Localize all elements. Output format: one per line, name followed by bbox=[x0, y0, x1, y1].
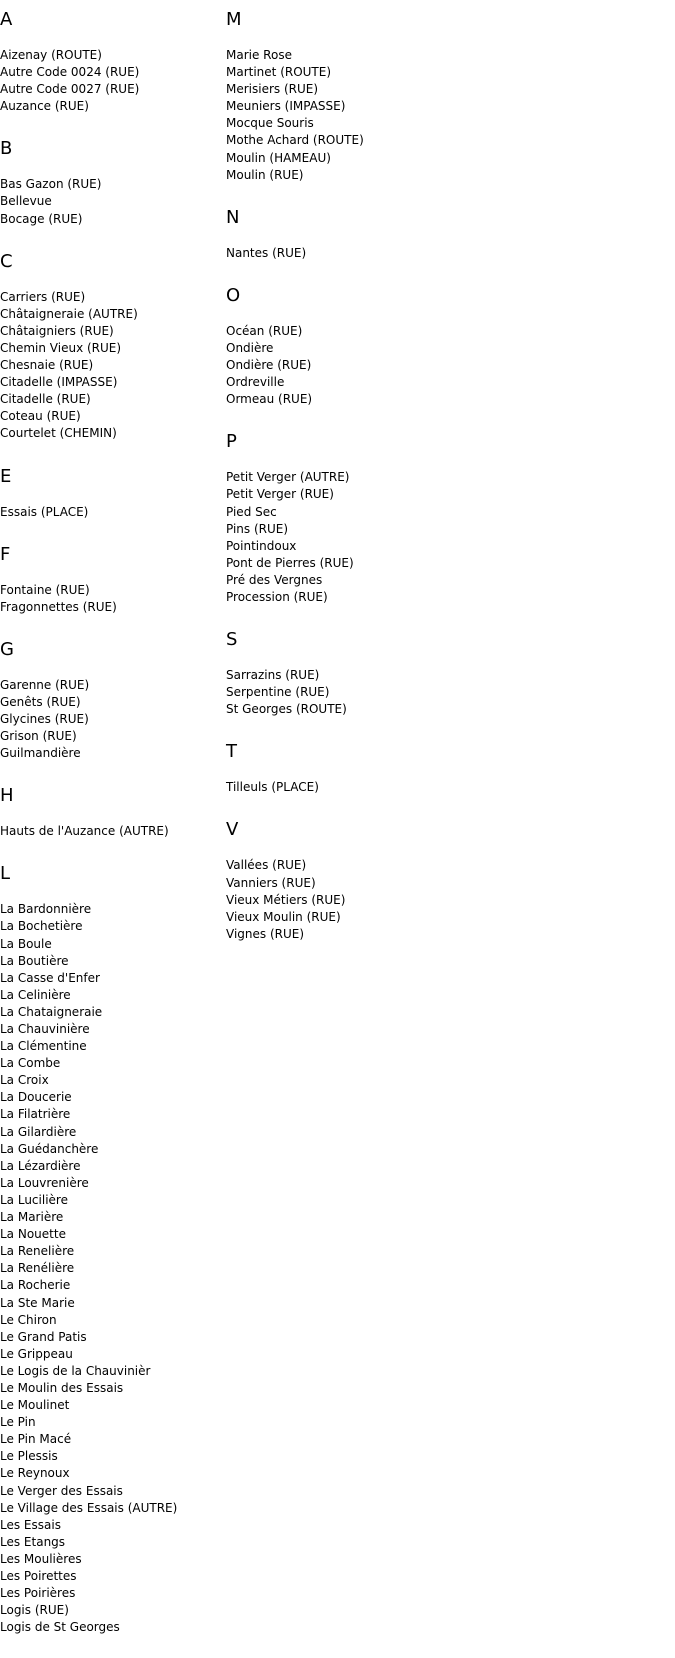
street-entry: La Doucerie bbox=[0, 1090, 72, 1105]
street-entry: Les Etangs bbox=[0, 1534, 66, 1549]
street-list bbox=[0, 289, 220, 443]
street-entry: La Bochetière bbox=[0, 919, 83, 934]
street-entry: Serpentine (RUE) bbox=[226, 685, 330, 700]
street-entry: Châtaigneraie (AUTRE) bbox=[0, 306, 138, 321]
street-entry: Glycines (RUE) bbox=[0, 711, 89, 726]
street-entry: Bocage (RUE) bbox=[0, 211, 83, 226]
street-entry: Pré des Vergnes bbox=[226, 572, 323, 587]
street-entry: Marie Rose bbox=[226, 48, 292, 62]
street-entry: Petit Verger (RUE) bbox=[226, 487, 334, 502]
street-entry: Mothe Achard (ROUTE) bbox=[226, 133, 364, 148]
street-list bbox=[226, 469, 446, 606]
street-entry: St Georges (ROUTE) bbox=[226, 702, 347, 717]
street-entry: Vanniers (RUE) bbox=[226, 875, 316, 890]
street-entry: Merisiers (RUE) bbox=[226, 82, 319, 97]
section-letter-heading: E bbox=[0, 465, 12, 487]
street-list bbox=[0, 176, 220, 227]
section-letter-heading: L bbox=[0, 863, 11, 885]
street-entry: Le Pin Macé bbox=[0, 1432, 72, 1447]
street-entry: Ordreville bbox=[226, 375, 285, 390]
street-entry: Pins (RUE) bbox=[226, 521, 289, 536]
street-entry: La Clémentine bbox=[0, 1039, 87, 1054]
street-entry: Coteau (RUE) bbox=[0, 409, 81, 424]
street-entry: La Marière bbox=[0, 1210, 64, 1225]
street-entry: La Renelière bbox=[0, 1244, 75, 1259]
street-entry: Les Poirettes bbox=[0, 1569, 77, 1583]
street-list bbox=[0, 901, 220, 1636]
street-entry: La Louvrenière bbox=[0, 1175, 89, 1190]
street-list bbox=[226, 857, 446, 942]
street-list bbox=[0, 504, 220, 521]
street-entry: Fragonnettes (RUE) bbox=[0, 599, 117, 614]
street-entry: Nantes (RUE) bbox=[226, 245, 307, 260]
street-entry: Pointindoux bbox=[226, 538, 297, 553]
street-entry: Logis (RUE) bbox=[0, 1603, 69, 1618]
street-entry: La Nouette bbox=[0, 1227, 66, 1242]
letter-section bbox=[0, 862, 220, 1636]
street-entry: Le Plessis bbox=[0, 1449, 58, 1464]
section-letter-heading: M bbox=[226, 9, 242, 30]
section-letter-heading: B bbox=[0, 138, 13, 160]
street-entry: Les Moulières bbox=[0, 1551, 82, 1566]
section-letter-heading: V bbox=[226, 819, 239, 841]
street-entry: Le Chiron bbox=[0, 1312, 57, 1327]
letter-section bbox=[226, 284, 446, 408]
street-entry: La Celinière bbox=[0, 987, 71, 1002]
street-entry: La Guédanchère bbox=[0, 1141, 99, 1156]
letter-section bbox=[0, 784, 220, 840]
street-entry: Pont de Pierres (RUE) bbox=[226, 555, 354, 570]
street-entry: La Lézardière bbox=[0, 1158, 81, 1173]
street-entry: Vieux Moulin (RUE) bbox=[226, 909, 341, 924]
street-entry: La Bardonnière bbox=[0, 902, 92, 917]
street-entry: Pied Sec bbox=[226, 504, 277, 519]
street-entry: Chesnaie (RUE) bbox=[0, 358, 94, 373]
street-entry: Ondière (RUE) bbox=[226, 358, 312, 373]
letter-section bbox=[226, 430, 446, 606]
letter-section bbox=[0, 465, 220, 521]
street-entry: La Renélière bbox=[0, 1261, 75, 1276]
street-entry: Le Village des Essais (AUTRE) bbox=[0, 1500, 178, 1515]
street-entry: Le Grippeau bbox=[0, 1346, 73, 1361]
street-entry: Vieux Métiers (RUE) bbox=[226, 892, 346, 907]
street-entry: La Ste Marie bbox=[0, 1295, 75, 1310]
street-entry: Moulin (HAMEAU) bbox=[226, 150, 331, 165]
street-entry: Carriers (RUE) bbox=[0, 289, 86, 304]
street-entry: Bas Gazon (RUE) bbox=[0, 177, 102, 192]
street-entry: La Rocherie bbox=[0, 1278, 71, 1293]
street-entry: Grison (RUE) bbox=[0, 729, 77, 744]
section-letter-heading: O bbox=[226, 284, 241, 306]
street-entry: Le Grand Patis bbox=[0, 1329, 87, 1344]
letter-section bbox=[0, 8, 220, 115]
street-entry: La Combe bbox=[0, 1056, 61, 1071]
street-entry: La Boule bbox=[0, 936, 52, 951]
left-column bbox=[0, 8, 220, 1658]
street-entry: Sarrazins (RUE) bbox=[226, 668, 320, 683]
street-entry: Le Verger des Essais bbox=[0, 1483, 123, 1498]
street-entry: La Boutière bbox=[0, 953, 69, 968]
street-list bbox=[0, 823, 220, 840]
street-entry: Citadelle (IMPASSE) bbox=[0, 375, 118, 390]
street-entry: Mocque Souris bbox=[226, 116, 314, 131]
section-letter-heading: C bbox=[0, 250, 13, 272]
section-letter-heading: S bbox=[226, 629, 238, 651]
letter-section bbox=[0, 137, 220, 227]
street-entry: Aizenay (ROUTE) bbox=[0, 48, 102, 62]
street-entry: Moulin (RUE) bbox=[226, 167, 304, 182]
street-list bbox=[226, 667, 446, 718]
street-entry: Fontaine (RUE) bbox=[0, 582, 90, 597]
section-letter-heading: G bbox=[0, 638, 14, 660]
street-list bbox=[226, 779, 446, 796]
street-entry: Citadelle (RUE) bbox=[0, 392, 91, 407]
street-entry: La Croix bbox=[0, 1073, 49, 1088]
street-list bbox=[226, 245, 446, 262]
street-list bbox=[0, 47, 220, 115]
street-entry: La Filatrière bbox=[0, 1107, 71, 1122]
street-entry: Autre Code 0027 (RUE) bbox=[0, 82, 140, 97]
letter-section bbox=[226, 818, 446, 942]
street-entry: Ormeau (RUE) bbox=[226, 392, 313, 407]
section-letter-heading: T bbox=[226, 741, 237, 763]
street-entry: Vignes (RUE) bbox=[226, 926, 305, 941]
street-entry: Tilleuls (PLACE) bbox=[226, 780, 319, 795]
street-entry: Petit Verger (AUTRE) bbox=[226, 470, 350, 485]
street-entry: Vallées (RUE) bbox=[226, 858, 307, 873]
street-entry: Hauts de l'Auzance (AUTRE) bbox=[0, 824, 169, 839]
section-letter-heading: A bbox=[0, 9, 13, 30]
right-column bbox=[226, 8, 446, 965]
street-list bbox=[0, 677, 220, 762]
street-entry: Le Moulinet bbox=[0, 1398, 70, 1413]
letter-section bbox=[226, 628, 446, 718]
letter-section bbox=[226, 8, 446, 184]
letter-section bbox=[0, 250, 220, 443]
street-entry: Chemin Vieux (RUE) bbox=[0, 340, 122, 355]
letter-section bbox=[226, 740, 446, 796]
street-entry: Essais (PLACE) bbox=[0, 504, 89, 519]
street-entry: La Chauvinière bbox=[0, 1022, 90, 1036]
street-list bbox=[226, 323, 446, 408]
street-entry: Le Pin bbox=[0, 1415, 36, 1430]
street-entry: Genêts (RUE) bbox=[0, 694, 81, 709]
street-entry: Garenne (RUE) bbox=[0, 677, 90, 692]
street-list bbox=[226, 47, 446, 184]
street-entry: La Gilardière bbox=[0, 1124, 77, 1139]
section-letter-heading: H bbox=[0, 785, 14, 807]
street-entry: Océan (RUE) bbox=[226, 323, 303, 338]
street-entry: Le Moulin des Essais bbox=[0, 1380, 124, 1395]
letter-section bbox=[226, 206, 446, 262]
street-entry: Logis de St Georges bbox=[0, 1620, 120, 1635]
street-entry: Autre Code 0024 (RUE) bbox=[0, 65, 140, 80]
street-entry: Les Essais bbox=[0, 1517, 61, 1532]
street-entry: Martinet (ROUTE) bbox=[226, 65, 332, 80]
section-letter-heading: P bbox=[226, 431, 237, 453]
street-entry: Guilmandière bbox=[0, 746, 81, 761]
street-entry: Meuniers (IMPASSE) bbox=[226, 99, 346, 114]
letter-section bbox=[0, 543, 220, 616]
section-letter-heading: F bbox=[0, 543, 11, 565]
street-entry: Le Logis de la Chauvinièr bbox=[0, 1363, 151, 1378]
street-entry: La Chataigneraie bbox=[0, 1004, 103, 1019]
street-entry: La Casse d'Enfer bbox=[0, 970, 100, 985]
street-entry: Ondière bbox=[226, 340, 274, 355]
street-entry: Bellevue bbox=[0, 194, 52, 209]
street-entry: Courtelet (CHEMIN) bbox=[0, 426, 117, 441]
street-entry: Procession (RUE) bbox=[226, 589, 328, 604]
street-entry: Le Reynoux bbox=[0, 1466, 70, 1481]
street-list bbox=[0, 582, 220, 616]
letter-section bbox=[0, 638, 220, 762]
section-letter-heading: N bbox=[226, 206, 240, 228]
street-entry: Châtaigniers (RUE) bbox=[0, 323, 114, 338]
street-entry: La Lucilière bbox=[0, 1192, 68, 1207]
street-entry: Auzance (RUE) bbox=[0, 99, 89, 114]
street-entry: Les Poirières bbox=[0, 1586, 76, 1601]
